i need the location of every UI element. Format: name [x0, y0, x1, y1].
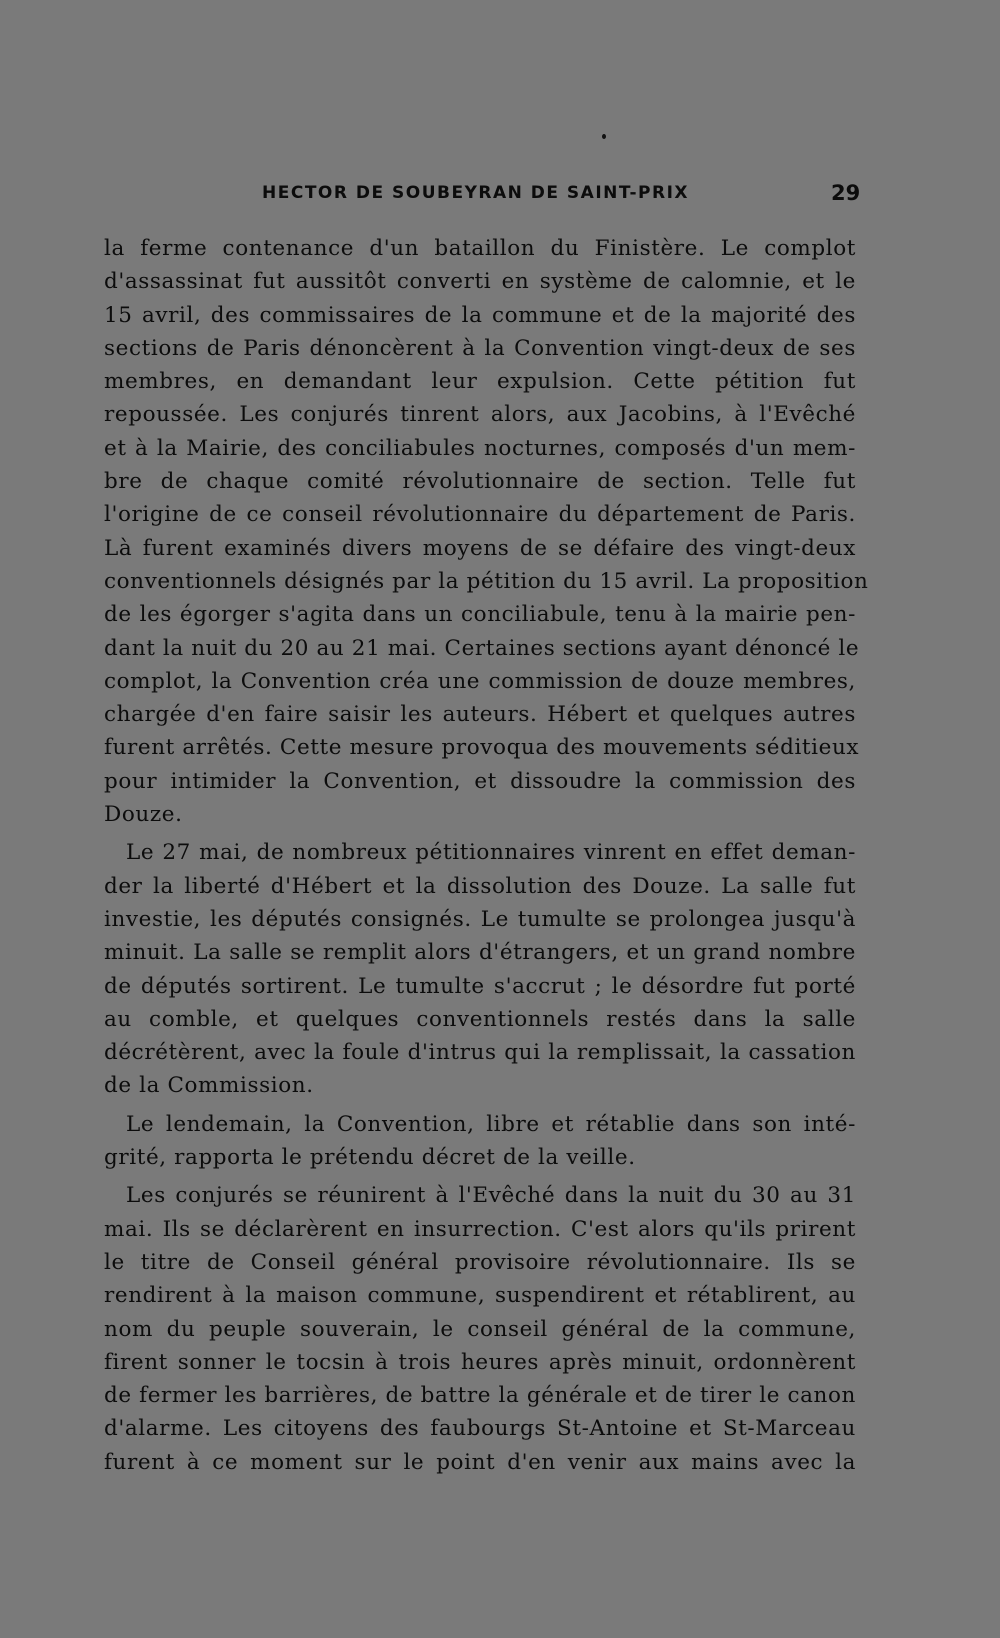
text-line: chargée d'en faire saisir les auteurs. Hébert et quelques autres	[104, 702, 856, 728]
text-line: Les conjurés se réunirent à l'Evêché dans la nuit du 30 au 31	[126, 1183, 856, 1209]
text-line: pour intimider la Convention, et dissoudre la commission des	[104, 768, 856, 794]
text-line: complot, la Convention créa une commission de douze membres,	[104, 668, 856, 694]
text-line: d'assassinat fut aussitôt converti en système de calomnie, et le	[104, 269, 856, 295]
text-line: conventionnels désignés par la pétition du 15 avril. La proposition	[104, 568, 869, 594]
text-line: 15 avril, des commissaires de la commune et de la majorité des	[104, 302, 856, 328]
text-line: dant la nuit du 20 au 21 mai. Certaines sections ayant dénoncé le	[104, 635, 860, 661]
text-line: et à la Mairie, des conciliabules nocturnes, composés d'un mem-	[104, 435, 856, 461]
text-line: bre de chaque comité révolutionnaire de section. Telle fut	[104, 469, 856, 495]
text-line: la ferme contenance d'un bataillon du Finistère. Le complot	[104, 236, 856, 261]
text-line: Douze.	[104, 802, 183, 828]
text-line: membres, en demandant leur expulsion. Cette pétition fut	[104, 369, 856, 395]
text-line: de députés sortirent. Le tumulte s'accrut ; le désordre fut porté	[104, 973, 856, 999]
text-line: décrétèrent, avec la foule d'intrus qui la remplissait, la cassation	[104, 1040, 856, 1066]
page-number: 29	[831, 181, 861, 205]
text-line: Le 27 mai, de nombreux pétitionnaires vinrent en effet deman-	[126, 840, 856, 866]
text-line: nom du peuple souverain, le conseil général de la commune,	[104, 1316, 856, 1342]
text-line: repoussée. Les conjurés tinrent alors, aux Jacobins, à l'Evêché	[104, 402, 856, 428]
text-line: d'alarme. Les citoyens des faubourgs St-Antoine et St-Marceau	[104, 1416, 856, 1442]
text-line: de la Commission.	[104, 1073, 314, 1099]
text-line: Là furent examinés divers moyens de se défaire des vingt-deux	[104, 535, 856, 561]
text-line: furent à ce moment sur le point d'en venir aux mains avec la	[104, 1449, 856, 1475]
text-line: grité, rapporta le prétendu décret de la veille.	[104, 1145, 636, 1171]
text-line: minuit. La salle se remplit alors d'étrangers, et un grand nombre	[104, 940, 856, 966]
text-line: firent sonner le tocsin à trois heures après minuit, ordonnèrent	[104, 1349, 856, 1375]
stray-mark	[602, 134, 606, 139]
text-line: Le lendemain, la Convention, libre et rétablie dans son inté-	[126, 1111, 856, 1137]
text-line: de fermer les barrières, de battre la générale et de tirer le canon	[104, 1383, 856, 1409]
running-title: HECTOR DE SOUBEYRAN DE SAINT-PRIX	[262, 183, 690, 203]
text-line: der la liberté d'Hébert et la dissolution des Douze. La salle fut	[104, 873, 856, 899]
text-line: au comble, et quelques conventionnels restés dans la salle	[104, 1006, 856, 1032]
body-text	[104, 232, 869, 1479]
text-line: mai. Ils se déclarèrent en insurrection. C'est alors qu'ils prirent	[104, 1216, 856, 1242]
text-line: rendirent à la maison commune, suspendirent et rétablirent, au	[104, 1283, 856, 1309]
text-line: de les égorger s'agita dans un conciliabule, tenu à la mairie pen-	[104, 602, 856, 628]
text-line: sections de Paris dénoncèrent à la Convention vingt-deux de ses	[104, 335, 856, 361]
text-line: le titre de Conseil général provisoire révolutionnaire. Ils se	[104, 1249, 856, 1275]
text-line: l'origine de ce conseil révolutionnaire du département de Paris.	[104, 502, 856, 528]
text-line: furent arrêtés. Cette mesure provoqua des mouvements séditieux	[104, 735, 860, 761]
text-line: investie, les députés consignés. Le tumulte se prolongea jusqu'à	[104, 906, 856, 932]
